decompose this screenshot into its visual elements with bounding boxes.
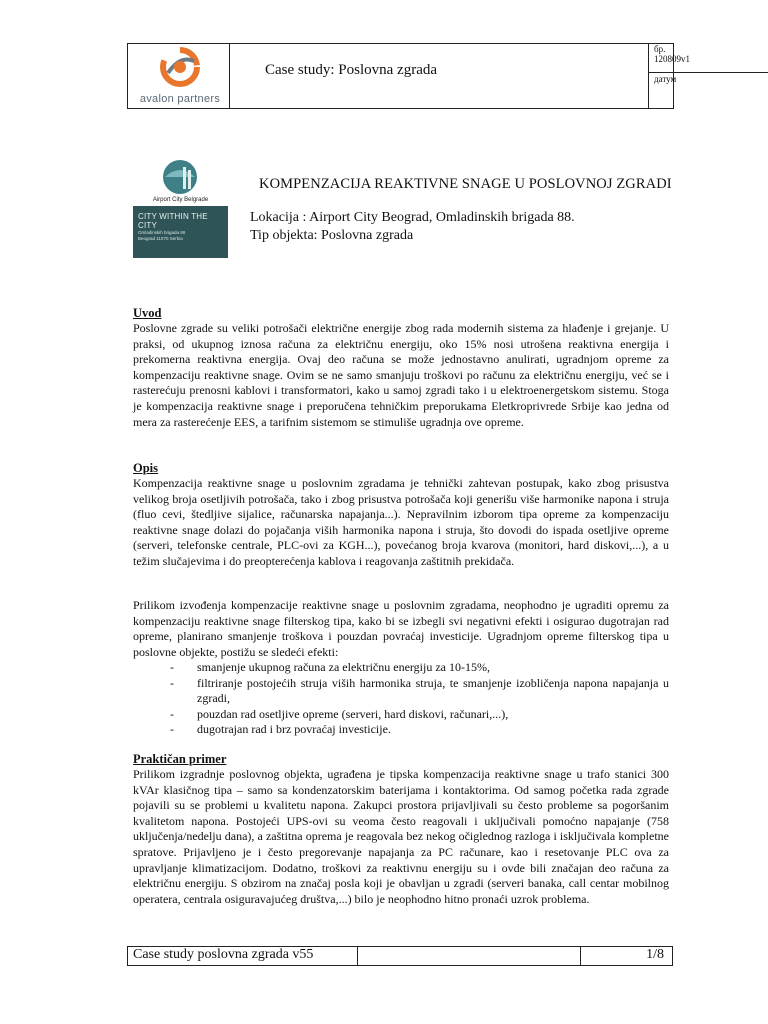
header-divider: [648, 72, 768, 73]
footer-divider: [580, 947, 581, 965]
page-number: 1/8: [646, 947, 664, 962]
logo-cell: [128, 44, 230, 108]
header-title: Case study: Poslovna zgrada: [264, 62, 438, 78]
logo-mark-icon: [134, 47, 226, 95]
avalon-partners-logo: [134, 47, 224, 107]
document-ref: бр. 120809v1: [654, 44, 690, 64]
badge-caption: Airport City Belgrade: [152, 197, 209, 203]
list-item: - pouzdan rad osetljive opreme (serveri, hard diskovi, računari,...),: [170, 707, 669, 723]
section-heading-primer: Praktičan primer: [133, 752, 227, 766]
badge-slogan: CITY WITHIN THE CITY: [138, 212, 208, 230]
document-title: KOMPENZACIJA REAKTIVNE SNAGE U POSLOVNOJ ZGRADI: [259, 176, 672, 192]
airport-city-badge: [133, 158, 228, 258]
location-line: Lokacija : Airport City Beograd, Omladinskih brigada 88.: [250, 210, 575, 225]
object-type-line: Tip objekta: Poslovna zgrada: [250, 228, 414, 243]
section-heading-opis: Opis: [133, 461, 159, 475]
footer-table: [127, 946, 673, 966]
effects-list: [170, 660, 669, 738]
section-heading-uvod: Uvod: [133, 306, 162, 320]
logo-text: avalon partners: [139, 93, 221, 105]
badge-panel: [133, 206, 228, 258]
date-label: датум: [654, 74, 677, 84]
airport-city-icon: [133, 158, 228, 198]
header-divider: [648, 44, 649, 108]
badge-address: Omladinskih brigada 88 Beograd 11070 Serbia: [138, 230, 186, 241]
paragraph-opis-1: Kompenzacija reaktivne snage u poslovnim zgradama je tehnički zahtevan postupak, kako zbog prisustva velikog broja osetljivih potrošača, tako i zbog prisustva potrošača koji generišu više harmonike napona i struja (fluo cevi, štedljive sijalice, računarska napajanja...). Nepravilnim izborom tipa opreme za kompenzaciju reaktivne snage dolazi do pojačanja viših harmonika napona i struja, što dovodi do ispada osetljive opreme (serveri, telefonske centrale, PLC-ovi za KGH...), povećanog broja kvarova (monitori, hard diskovi,...), a u težim slučajevima i do preopterećenja kablova i reagovanja zaštitnih prekidača.: [133, 476, 669, 568]
badge-logo: [133, 158, 228, 206]
list-item: - filtriranje postojećih struja viših harmonika struja, te smanjenje izobličenja napona napajanja u zgradi,: [170, 676, 669, 707]
header-title-cell: [229, 44, 690, 108]
paragraph-primer: Prilikom izgradnje poslovnog objekta, ugrađena je tipska kompenzacija reaktivne snage u trafo stanici 300 kVAr klasičnog tipa – samo sa kondenzatorskim baterijama i kontaktorima. Od samog početka rada zgrade pojavili su se problemi u kvalitetu napona. Zakupci prostora prijavljivali su često probleme sa pogoršanim kvalitetom napona. Postojeći UPS-ovi su veoma često reagovali i uključivali pomoćno napajanje (758 uključenja/nedelju dana), a zaštitna oprema je reagovala bez nekog očiglednog razloga i isključivala kompletne spratove. Prijavljeno je i često pregorevanje napajanja za PC računare, kao i resetovanje PLC ova za upravljanje klimatizacijom. Dodatno, troškovi za reaktivnu energiju su i ovde bili značajan deo računa za električnu energiju. S obzirom na značaj posla koji je obavljan u zgradi (serveri banaka, call centar mobilnog operatera, centrala osiguravajućeg društva,...) bilo je neophodno hitno pronaći uzrok problema.: [133, 767, 669, 906]
paragraph-opis-2: Prilikom izvođenja kompenzacije reaktivne snage u poslovnim zgradama, neophodno je ugraditi opremu za kompenzaciju reaktivne snage filterskog tipa, kako bi se izbegli svi negativni efekti i osigurao dugotrajan rad opreme, planirano smanjenje troškova i pouzdan povraćaj investicije. Ugradnjom opreme filterskog tipa u poslovne objekte, postižu se sledeći efekti:: [133, 598, 669, 659]
list-item: - smanjenje ukupnog računa za električnu energiju za 10-15%,: [170, 660, 669, 676]
list-item: - dugotrajan rad i brz povraćaj investicije.: [170, 722, 669, 738]
header-table: [127, 43, 690, 109]
footer-doc-name: Case study poslovna zgrada v55: [133, 947, 314, 962]
footer-divider: [357, 947, 358, 965]
paragraph-uvod: Poslovne zgrade su veliki potrošači električne energije zbog rada modernih sistema za hlađenje i grejanje. U praksi, od ukupnog iznosa računa za električnu energiju, oko 15% nosi utrošena reaktivna energija i prekomerna reaktivna energija. Ovaj deo računa se može jednostavno anulirati, ugradnjom opreme za kompenzaciju reaktivne snage. Ovim se ne samo smanjuju troškovi po računu za električnu energiju, već se i rasterećuju prenosni kablovi i transformatori, kako u samoj zgradi tako i u elektroenergetskom sistemu. Stoga je kompenzacija reaktivne snage i preporučena tehničkim preporukama Eletkroprivrede Srbije kao jedna od mera za rasterećenje EES, a tarifnim sistemom se stimuliše ugradnja ove opreme.: [133, 321, 669, 429]
